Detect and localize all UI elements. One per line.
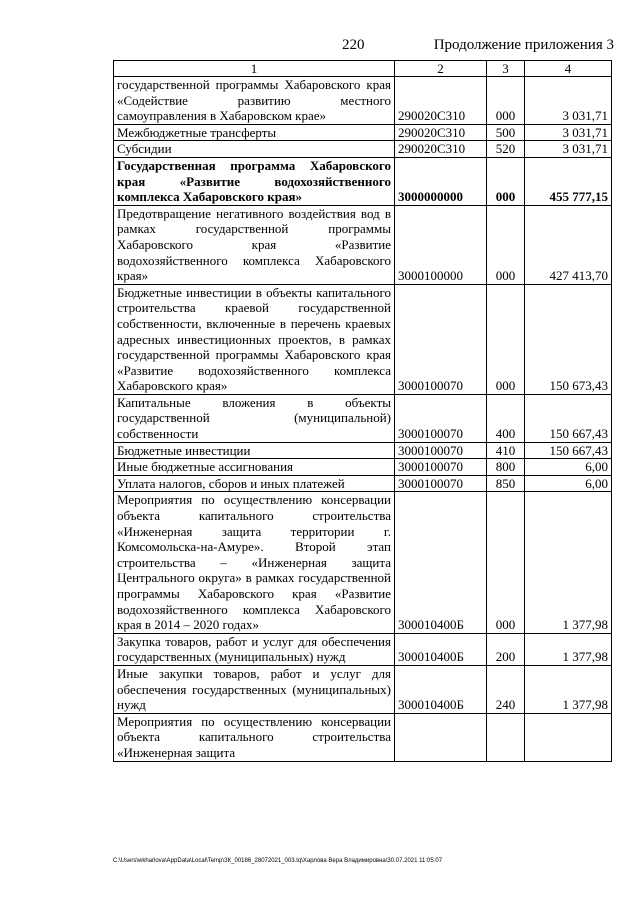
row-code-cell: 3000100070 — [395, 459, 487, 476]
row-expense-type-cell: 520 — [487, 141, 525, 158]
table-row — [114, 394, 612, 442]
row-amount-cell: 150 673,43 — [525, 284, 612, 394]
row-code-cell — [395, 713, 487, 761]
row-code-cell: 3000100070 — [395, 442, 487, 459]
row-name-cell: Межбюджетные трансферты — [114, 124, 395, 141]
document-path-footer: C:\Users\wkharlova\AppData\Local\Temp\ЗК_00186_28072021_003.tq\Харлова Вера Владимировна\30.07.2021 11:05:07 — [113, 858, 443, 864]
row-code-cell: 3000100070 — [395, 475, 487, 492]
row-code-cell: 300010400Б — [395, 633, 487, 665]
row-expense-type-cell — [487, 713, 525, 761]
row-amount-cell: 1 377,98 — [525, 665, 612, 713]
row-name-cell: Бюджетные инвестиции в объекты капитального строительства краевой государственной собственности, включенные в перечень краевых адресных инвестиционных проектов, в рамках государственной программы Хабаровского края «Развитие водохозяйственного комплекса Хабаровского края» — [114, 284, 395, 394]
row-amount-cell: 3 031,71 — [525, 141, 612, 158]
row-expense-type-cell: 000 — [487, 157, 525, 205]
row-expense-type-cell: 000 — [487, 492, 525, 633]
row-amount-cell — [525, 713, 612, 761]
continuation-label: Продолжение приложения 3 — [433, 37, 614, 53]
table-row — [114, 665, 612, 713]
table-row — [114, 633, 612, 665]
table-row — [114, 442, 612, 459]
table-row — [114, 713, 612, 761]
row-amount-cell: 427 413,70 — [525, 205, 612, 284]
row-expense-type-cell: 800 — [487, 459, 525, 476]
row-name-cell: Уплата налогов, сборов и иных платежей — [114, 475, 395, 492]
row-amount-cell: 3 031,71 — [525, 124, 612, 141]
row-expense-type-cell: 200 — [487, 633, 525, 665]
row-expense-type-cell: 000 — [487, 284, 525, 394]
table-row — [114, 157, 612, 205]
column-header-3: 3 — [487, 61, 525, 77]
row-code-cell: 290020С310 — [395, 124, 487, 141]
row-name-cell: Иные закупки товаров, работ и услуг для обеспечения государственных (муниципальных) нужд — [114, 665, 395, 713]
table-row — [114, 475, 612, 492]
row-code-cell: 290020С310 — [395, 141, 487, 158]
row-expense-type-cell: 400 — [487, 394, 525, 442]
table-row — [114, 141, 612, 158]
table-row — [114, 77, 612, 125]
row-expense-type-cell: 240 — [487, 665, 525, 713]
column-header-4: 4 — [525, 61, 612, 77]
row-amount-cell: 3 031,71 — [525, 77, 612, 125]
row-name-cell: Капитальные вложения в объекты государственной (муниципальной) собственности — [114, 394, 395, 442]
row-name-cell: Мероприятия по осуществлению консервации объекта капитального строительства «Инженерная защита — [114, 713, 395, 761]
row-amount-cell: 6,00 — [525, 475, 612, 492]
column-header-1: 1 — [114, 61, 395, 77]
page-number: 220 — [342, 37, 365, 53]
row-name-cell: Закупка товаров, работ и услуг для обеспечения государственных (муниципальных) нужд — [114, 633, 395, 665]
row-name-cell: Иные бюджетные ассигнования — [114, 459, 395, 476]
row-expense-type-cell: 000 — [487, 205, 525, 284]
row-expense-type-cell: 850 — [487, 475, 525, 492]
table-row — [114, 459, 612, 476]
row-code-cell: 3000000000 — [395, 157, 487, 205]
row-name-cell: Субсидии — [114, 141, 395, 158]
row-code-cell: 300010400Б — [395, 492, 487, 633]
table-header-row — [114, 61, 612, 77]
row-code-cell: 300010400Б — [395, 665, 487, 713]
row-code-cell: 290020С310 — [395, 77, 487, 125]
row-name-cell: Предотвращение негативного воздействия вод в рамках государственной программы Хабаровского края «Развитие водохозяйственного комплекса Хабаровского края» — [114, 205, 395, 284]
row-code-cell: 3000100000 — [395, 205, 487, 284]
row-code-cell: 3000100070 — [395, 284, 487, 394]
row-amount-cell: 1 377,98 — [525, 492, 612, 633]
row-amount-cell: 1 377,98 — [525, 633, 612, 665]
row-amount-cell: 150 667,43 — [525, 442, 612, 459]
row-expense-type-cell: 410 — [487, 442, 525, 459]
row-name-cell: Государственная программа Хабаровского края «Развитие водохозяйственного комплекса Хабаровского края» — [114, 157, 395, 205]
table-row — [114, 492, 612, 633]
table-body — [114, 77, 612, 762]
table-row — [114, 205, 612, 284]
row-expense-type-cell: 500 — [487, 124, 525, 141]
row-name-cell: Бюджетные инвестиции — [114, 442, 395, 459]
budget-table — [113, 60, 612, 762]
table-row — [114, 284, 612, 394]
row-amount-cell: 455 777,15 — [525, 157, 612, 205]
row-amount-cell: 6,00 — [525, 459, 612, 476]
column-header-2: 2 — [395, 61, 487, 77]
table-row — [114, 124, 612, 141]
row-code-cell: 3000100070 — [395, 394, 487, 442]
row-name-cell: Мероприятия по осуществлению консервации объекта капитального строительства «Инженерная защита территории г. Комсомольска-на-Амуре». Второй этап строительства – «Инженерная защита Центрального округа» в рамках государственной программы Хабаровского края «Развитие водохозяйственного комплекса Хабаровского края в 2014 – 2020 годах» — [114, 492, 395, 633]
row-name-cell: государственной программы Хабаровского края «Содействие развитию местного самоуправления в Хабаровском крае» — [114, 77, 395, 125]
row-expense-type-cell: 000 — [487, 77, 525, 125]
row-amount-cell: 150 667,43 — [525, 394, 612, 442]
